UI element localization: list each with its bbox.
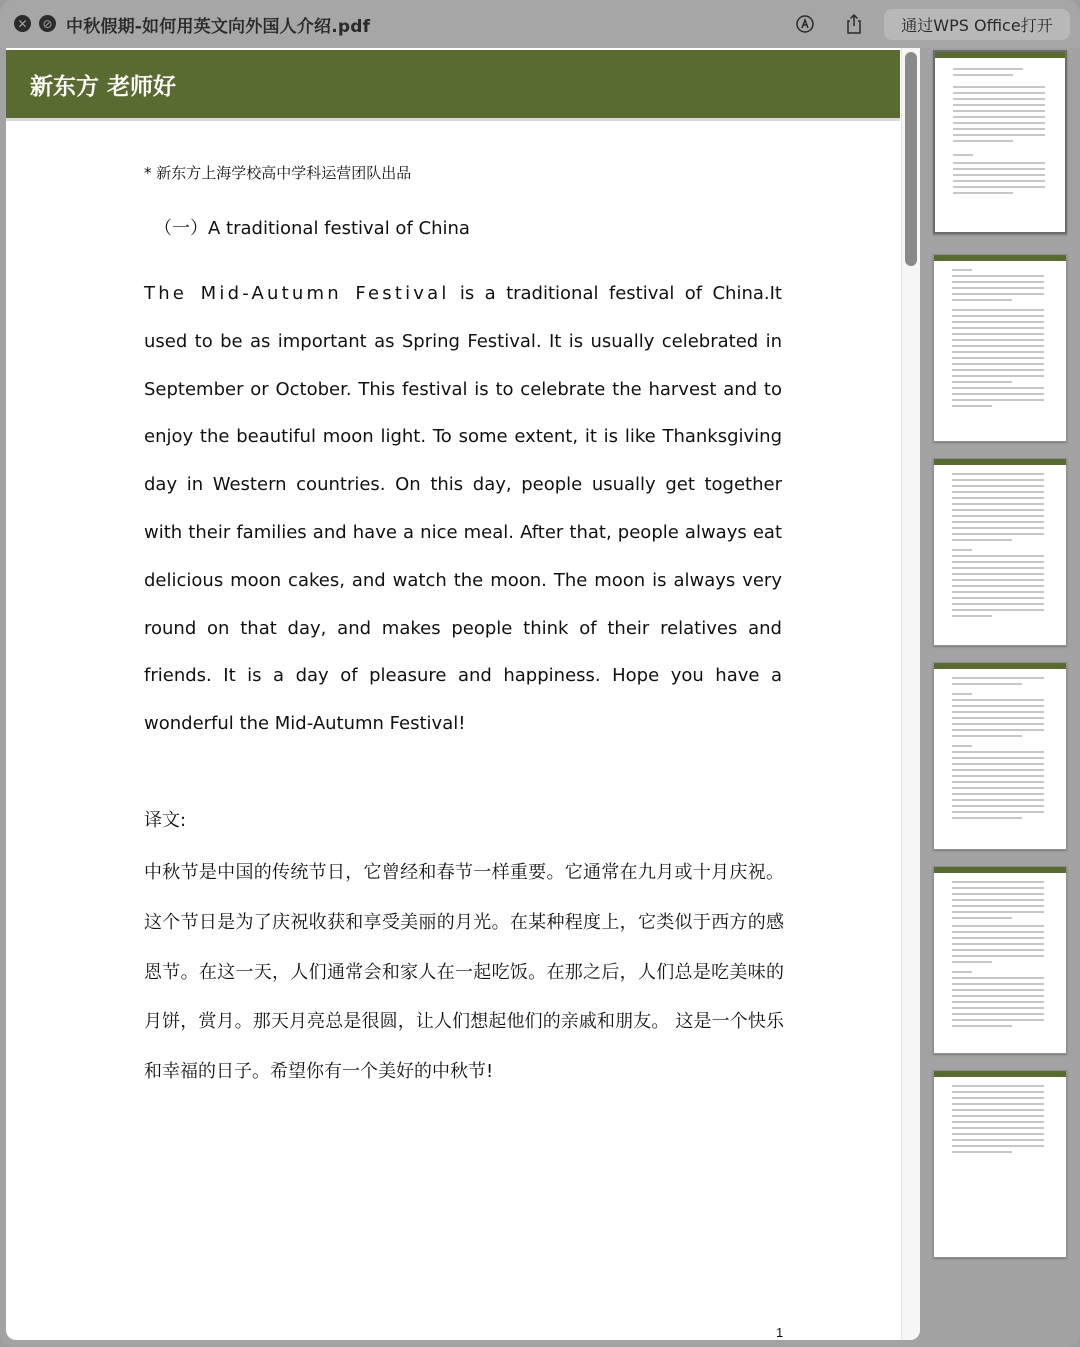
thumbnail-text-line <box>952 1019 1044 1021</box>
minimize-icon[interactable]: ⊘ <box>39 15 56 32</box>
window-title: 中秋假期-如何用英文向外国人介绍.pdf <box>66 17 371 37</box>
thumbnail-text-line <box>952 677 1044 679</box>
close-icon[interactable]: ✕ <box>14 15 31 32</box>
thumbnail-text-line <box>952 345 1044 347</box>
thumbnail-text-line <box>953 122 1045 124</box>
english-paragraph <box>144 270 782 748</box>
thumbnail-text-line <box>953 154 973 156</box>
thumbnail-text-line <box>952 931 1044 933</box>
thumbnail-text-line <box>952 597 1044 599</box>
thumbnail-text-line <box>952 811 1044 813</box>
thumbnail-text-line <box>952 949 1044 951</box>
thumbnail-sidebar <box>933 48 1067 1340</box>
page-thumbnail[interactable] <box>933 50 1067 234</box>
thumbnail-text-line <box>952 405 992 407</box>
thumbnail-text-line <box>952 989 1044 991</box>
thumbnail-text-line <box>952 705 1044 707</box>
thumbnail-text-line <box>952 333 1044 335</box>
thumbnail-text-line <box>952 787 1044 789</box>
thumbnail-text-line <box>952 393 1044 395</box>
thumbnail-text-line <box>952 275 1044 277</box>
thumbnail-text-line <box>952 591 1044 593</box>
thumbnail-text-line <box>952 729 1044 731</box>
thumbnail-text-line <box>952 473 1044 475</box>
thumbnail-text-line <box>953 86 1045 88</box>
thumbnail-text-line <box>952 549 972 551</box>
thumbnail-text-line <box>952 1103 1044 1105</box>
thumbnail-text-line <box>952 723 1044 725</box>
thumbnail-text-line <box>952 315 1044 317</box>
thumbnail-text-line <box>952 775 1044 777</box>
thumbnail-text-line <box>952 1013 1044 1015</box>
thumbnail-text-line <box>952 309 1044 311</box>
thumbnail-text-line <box>952 381 1012 383</box>
english-paragraph-lead: The Mid-Autumn Festival <box>144 283 450 304</box>
thumbnail-text-line <box>953 74 1013 76</box>
thumbnail-text-line <box>953 134 1045 136</box>
thumbnail-text-line <box>953 98 1045 100</box>
thumbnail-text-line <box>952 781 1044 783</box>
thumbnail-text-line <box>952 515 1044 517</box>
thumbnail-text-line <box>953 116 1045 118</box>
thumbnail-text-line <box>952 503 1044 505</box>
thumbnail-text-line <box>953 140 1013 142</box>
thumbnail-text-line <box>952 363 1044 365</box>
pdf-page <box>6 48 920 1340</box>
header-divider <box>6 118 900 121</box>
open-in-wps-button[interactable]: 通过WPS Office打开 <box>884 9 1070 40</box>
thumbnail-text-line <box>952 943 1044 945</box>
thumbnail-text-line <box>952 817 1022 819</box>
thumbnail-text-line <box>953 180 1045 182</box>
thumbnail-text-line <box>952 1139 1044 1141</box>
thumbnail-text-line <box>952 805 1044 807</box>
thumbnail-text-line <box>952 763 1044 765</box>
thumbnail-text-line <box>952 299 1012 301</box>
thumbnail-text-line <box>952 983 1044 985</box>
thumbnail-text-line <box>952 369 1044 371</box>
thumbnail-text-line <box>952 561 1044 563</box>
page-thumbnail[interactable] <box>933 254 1067 442</box>
thumbnail-text-line <box>952 693 972 695</box>
markup-pen-icon[interactable] <box>793 12 817 36</box>
thumbnail-text-line <box>952 585 1044 587</box>
thumbnail-text-line <box>952 893 1044 895</box>
thumbnail-text-line <box>952 1025 1012 1027</box>
thumbnail-text-line <box>952 757 1044 759</box>
thumbnail-text-line <box>952 509 1044 511</box>
thumbnail-text-line <box>952 533 1044 535</box>
thumbnail-text-line <box>952 527 1044 529</box>
thumbnail-text-line <box>952 387 1044 389</box>
thumbnail-text-line <box>952 793 1044 795</box>
thumbnail-text-line <box>952 1127 1044 1129</box>
thumbnail-text-line <box>952 339 1044 341</box>
thumbnail-text-line <box>952 1145 1044 1147</box>
thumbnail-text-line <box>952 699 1044 701</box>
thumbnail-text-line <box>953 104 1045 106</box>
thumbnail-text-line <box>952 615 992 617</box>
thumbnail-text-line <box>952 977 1044 979</box>
thumbnail-text-line <box>952 357 1044 359</box>
thumbnail-text-line <box>953 174 1045 176</box>
thumbnail-text-line <box>952 351 1044 353</box>
thumbnail-text-line <box>952 321 1044 323</box>
thumbnail-text-line <box>952 911 1044 913</box>
thumbnail-text-line <box>952 603 1044 605</box>
thumbnail-text-line <box>953 128 1045 130</box>
thumbnail-text-line <box>952 937 1044 939</box>
section-title: （一）A traditional festival of China <box>154 218 470 239</box>
thumbnail-text-line <box>952 573 1044 575</box>
thumbnail-text-line <box>953 92 1045 94</box>
thumbnail-text-line <box>952 287 1044 289</box>
thumbnail-text-line <box>952 1097 1044 1099</box>
thumbnail-text-line <box>952 925 1044 927</box>
thumbnail-text-line <box>953 168 1045 170</box>
title-bar <box>0 0 1080 48</box>
share-icon[interactable] <box>842 12 866 36</box>
thumbnail-text-line <box>952 717 1044 719</box>
thumbnail-text-line <box>953 192 1013 194</box>
page-thumbnail[interactable] <box>933 458 1067 646</box>
thumbnail-text-line <box>953 68 1023 70</box>
thumbnail-text-line <box>952 1091 1044 1093</box>
thumbnail-text-line <box>952 609 1044 611</box>
english-paragraph-rest: is a traditional festival of China.It used to be as important as Spring Festival. It is usually celebrated in September or October. This festival is to celebrate the harvest and to enjoy the beautiful moon light. To some extent, it is like Thanksgiving day in Western countries. On this day, people usually get together with their families and have a nice meal. After that, people always eat delicious moon cakes, and watch the moon. The moon is always very round on that day, and makes people think of their relatives and friends. It is a day of pleasure and happiness. Hope you have a wonderful the Mid-Autumn Festival! <box>144 283 782 735</box>
thumbnail-text-line <box>952 1001 1044 1003</box>
thumbnail-text-line <box>952 269 972 271</box>
page-number: 1 <box>776 1325 784 1340</box>
credit-line: * 新东方上海学校高中学科运营团队出品 <box>144 164 412 182</box>
chinese-paragraph: 中秋节是中国的传统节日，它曾经和春节一样重要。它通常在九月或十月庆祝。这个节日是为了庆祝收获和享受美丽的月光。在某种程度上，它类似于西方的感恩节。在这一天，人们通常会和家人在一起吃饭。在那之后，人们总是吃美味的月饼，赏月。那天月亮总是很圆，让人们想起他们的亲戚和朋友。 这是一个快乐和幸福的日子。希望你有一个美好的中秋节! <box>144 862 784 1083</box>
thumbnail-text-line <box>952 881 1044 883</box>
thumbnail-text-line <box>952 555 1044 557</box>
thumbnail-text-line <box>952 567 1044 569</box>
thumbnail-text-line <box>952 327 1044 329</box>
thumbnail-text-line <box>952 479 1044 481</box>
thumbnail-text-line <box>952 491 1044 493</box>
thumbnail-text-line <box>952 961 992 963</box>
thumbnail-text-line <box>953 186 1045 188</box>
thumbnail-text-line <box>952 799 1044 801</box>
thumbnail-text-line <box>952 735 1022 737</box>
thumbnail-text-line <box>952 683 1022 685</box>
thumbnail-text-line <box>952 539 1012 541</box>
thumbnail-text-line <box>952 485 1044 487</box>
thumbnail-text-line <box>952 971 972 973</box>
thumbnail-text-line <box>953 162 1045 164</box>
thumbnail-text-line <box>952 579 1044 581</box>
thumbnail-text-line <box>952 917 1012 919</box>
thumbnail-text-line <box>952 1133 1044 1135</box>
thumbnail-text-line <box>952 293 1044 295</box>
thumbnail-text-line <box>952 375 1044 377</box>
page-thumbnail[interactable] <box>933 1070 1067 1258</box>
thumbnail-text-line <box>952 1085 1044 1087</box>
thumbnail-text-line <box>952 995 1044 997</box>
thumbnail-text-line <box>952 1151 1012 1153</box>
thumbnail-text-line <box>952 521 1044 523</box>
page-thumbnail[interactable] <box>933 866 1067 1054</box>
page-header-banner <box>6 50 900 118</box>
thumbnail-text-line <box>952 399 1044 401</box>
thumbnail-text-line <box>952 899 1044 901</box>
thumbnail-text-line <box>952 1115 1044 1117</box>
thumbnail-text-line <box>952 769 1044 771</box>
thumbnail-text-line <box>952 751 1044 753</box>
thumbnail-text-line <box>952 1109 1044 1111</box>
thumbnail-text-line <box>952 281 1044 283</box>
thumbnail-text-line <box>952 1007 1044 1009</box>
page-header-title: 新东方 老师好 <box>30 73 177 100</box>
scrollbar-thumb[interactable] <box>905 52 917 266</box>
thumbnail-text-line <box>952 1121 1044 1123</box>
thumbnail-text-line <box>952 745 972 747</box>
thumbnail-text-line <box>952 497 1044 499</box>
thumbnail-text-line <box>952 711 1044 713</box>
translation-label: 译文: <box>144 810 187 831</box>
thumbnail-text-line <box>952 887 1044 889</box>
page-thumbnail[interactable] <box>933 662 1067 850</box>
thumbnail-text-line <box>953 110 1045 112</box>
thumbnail-text-line <box>952 905 1044 907</box>
thumbnail-text-line <box>952 955 1044 957</box>
